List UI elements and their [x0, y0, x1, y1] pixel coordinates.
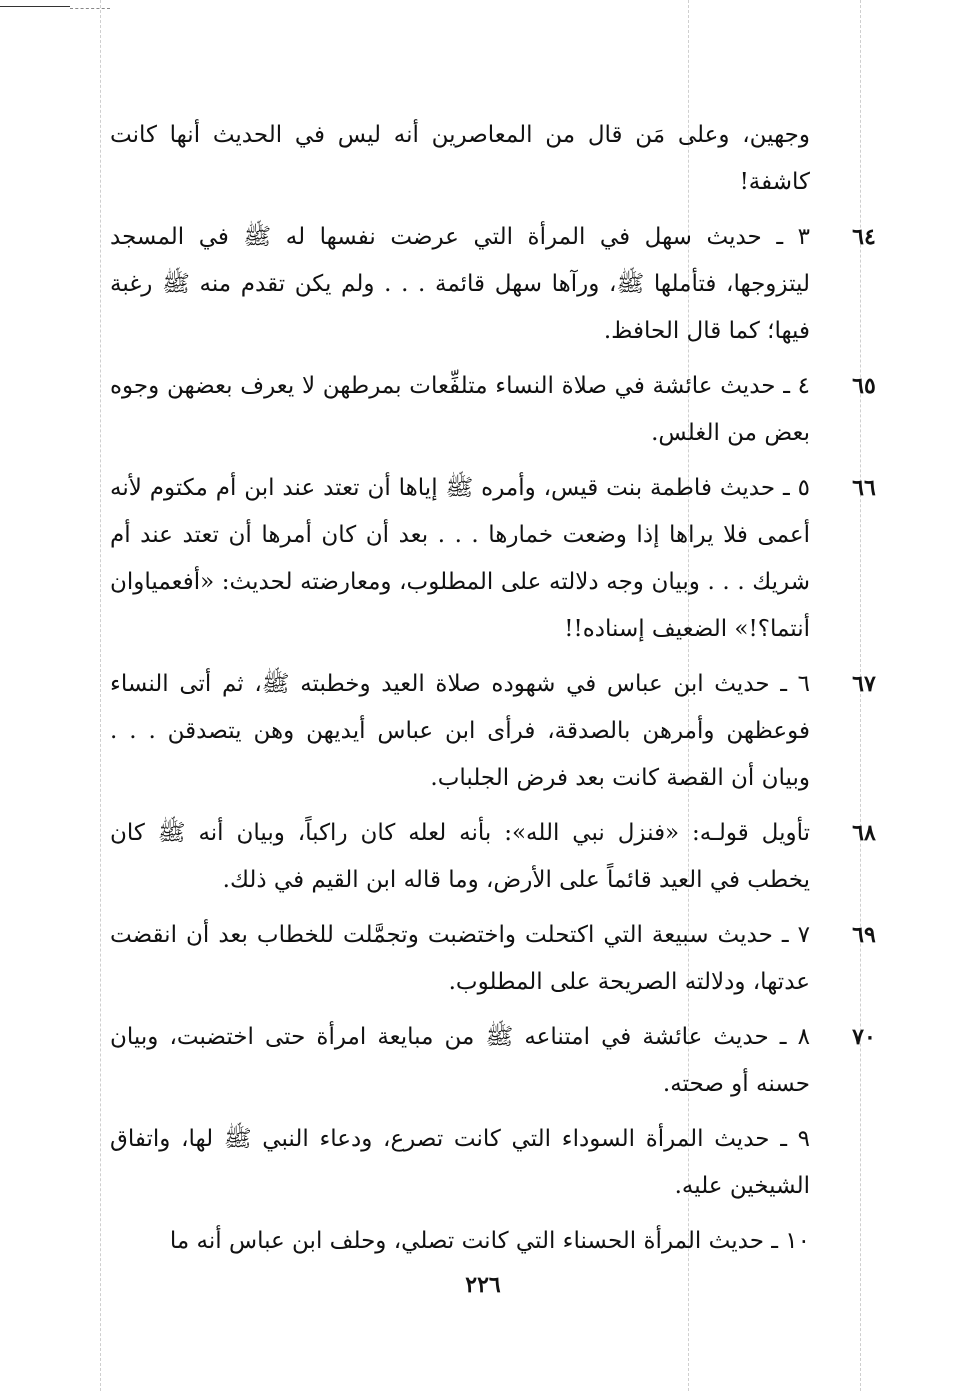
paragraph	[110, 1116, 810, 1210]
paragraph-text: ١٠ ـ حديث المرأة الحسناء التي كانت تصلي، وحلف ابن عباس أنه ما	[169, 1228, 810, 1254]
paragraph-number: ٦٧	[852, 671, 876, 697]
top-rule-dashed	[70, 8, 110, 9]
paragraph-text: ٥ ـ حديث فاطمة بنت قيس، وأمره ﷺ إياها أن تعتد عند ابن أم مكتوم لأنه أعمى فلا يراها إذا وضعت خمارها . . . بعد أن كان أمرها أن تعتد عند أم شريك . . . وبيان وجه دلالته على المطلوب، ومعارضته لحديث: «أفعمياوان أنتما؟!» الضعيف إسناده!!	[110, 475, 810, 642]
paragraph	[110, 363, 876, 457]
paragraph	[110, 661, 876, 802]
paragraph-number: ٧٠	[852, 1024, 876, 1050]
paragraph	[110, 214, 876, 355]
text-body	[110, 112, 876, 1273]
paragraph	[110, 465, 876, 653]
paragraph-number: ٦٤	[852, 224, 876, 250]
paragraph-number: ٦٥	[852, 373, 876, 399]
paragraph-number: ٦٨	[852, 820, 876, 846]
paragraph-number: ٦٦	[852, 475, 876, 501]
paragraph-text: ٤ ـ حديث عائشة في صلاة النساء متلفِّعات بمرطهن لا يعرف بعضهن وجوه بعض من الغلس.	[110, 373, 810, 446]
paragraph-text: ٣ ـ حديث سهل في المرأة التي عرضت نفسها له ﷺ في المسجد ليتزوجها، فتأملها ﷺ، ورآها سهل قائمة . . . ولم يكن تقدم منه ﷺ رغبة فيها؛ كما قال الحافظ.	[110, 224, 810, 344]
paragraph-text: ٦ ـ حديث ابن عباس في شهوده صلاة العيد وخطبته ﷺ، ثم أتى النساء فوعظهن وأمرهن بالصدقة، فرأى ابن عباس أيديهن وهن يتصدقن . . . وبيان أن القصة كانت بعد فرض الجلباب.	[110, 671, 810, 791]
paragraph	[110, 912, 876, 1006]
paragraph	[110, 810, 876, 904]
paragraph-text: وجهين، وعلى مَن قال من المعاصرين أنه ليس في الحديث أنها كانت كاشفة!	[110, 122, 810, 195]
paragraph-text: ٧ ـ حديث سبيعة التي اكتحلت واختضبت وتجمَّلت للخطاب بعد أن انقضت عدتها، ودلالته الصريحة على المطلوب.	[110, 922, 810, 995]
paragraph-text: ٨ ـ حديث عائشة في امتناعه ﷺ من مبايعة امرأة حتى اختضبت، وبيان حسنه أو صحته.	[110, 1024, 810, 1097]
top-rule	[0, 6, 70, 7]
page-number: ٢٢٦	[465, 1272, 501, 1298]
guide-line	[100, 0, 101, 1391]
paragraph	[110, 1218, 810, 1265]
paragraph-text: ٩ ـ حديث المرأة السوداء التي كانت تصرع، ودعاء النبي ﷺ لها، واتفاق الشيخين عليه.	[110, 1126, 810, 1199]
paragraph-number: ٦٩	[852, 922, 876, 948]
paragraph	[110, 112, 810, 206]
paragraph	[110, 1014, 876, 1108]
paragraph-text: تأويل قولـه: «فنزل نبي الله»: بأنه لعله كان راكباً، وبيان أنه ﷺ كان يخطب في العيد قائماً على الأرض، وما قاله ابن القيم في ذلك.	[110, 820, 810, 893]
